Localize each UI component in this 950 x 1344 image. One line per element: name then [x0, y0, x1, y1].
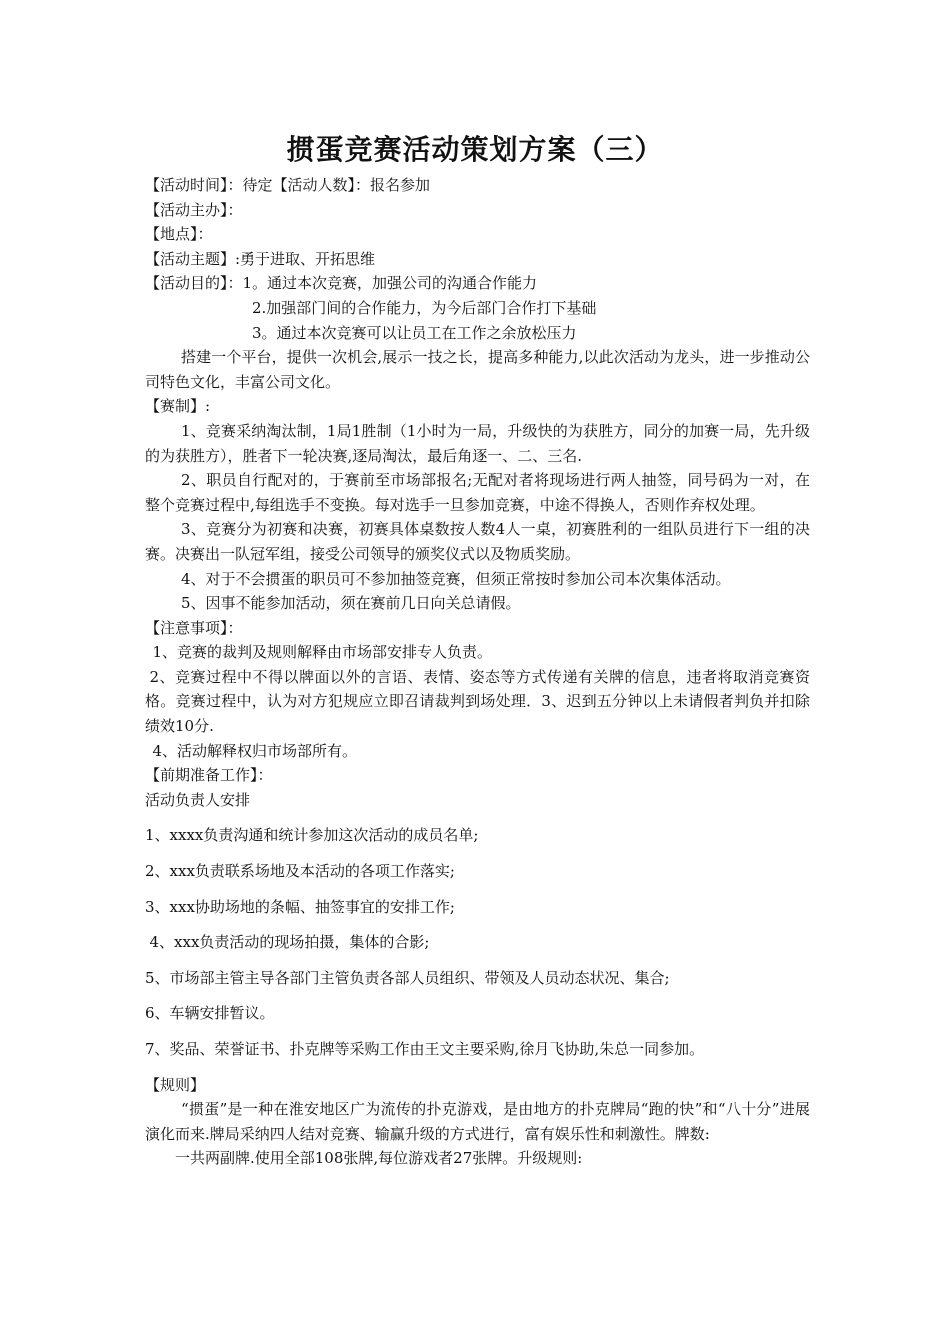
rule-4: 4、对于不会掼蛋的职员可不参加抽签竞赛，但须正常按时参加公司本次集体活动。 [181, 569, 731, 588]
activity-purpose-line: 【活动目的】：1。通过本次竞赛，加强公司的沟通合作能力 [145, 274, 538, 293]
game-rules-heading: 【规则】 [145, 1075, 206, 1094]
prep-heading: 【前期准备工作】： [145, 766, 273, 785]
note-4: 4、活动解释权归市场部所有。 [152, 741, 358, 760]
rule-1: 1、竞赛采纳淘汰制，1局1胜制（1小时为一局，升级快的为获胜方，同分的加赛一局，先升级的为获胜方），胜者下一轮决赛,逐局淘汰，最后角逐一、二、三名. [145, 421, 810, 465]
rule-3: 3、竞赛分为初赛和决赛，初赛具体桌数按人数4人一桌，初赛胜利的一组队员进行下一组的决赛。决赛出一队冠军组，接受公司领导的颁奖仪式以及物质奖励。 [145, 520, 810, 563]
card-count-line: 一共两副牌.使用全部108张牌,每位游戏者27张牌。升级规则: [175, 1149, 583, 1168]
platform-paragraph: 搭建一个平台，提供一次机会,展示一技之长，提高多种能力,以此次活动为龙头，进一步推动公司特色文化，丰富公司文化。 [145, 348, 810, 391]
activity-purpose-2: 2.加强部门间的合作能力，为今后部门合作打下基础 [252, 298, 597, 317]
activity-theme-line: 【活动主题】:勇于进取、开拓思维 [145, 249, 376, 268]
prep-item-5: 5、市场部主管主导各部门主管负责各部人员组织、带领及人员动态状况、集合; [145, 968, 670, 987]
document-body [145, 173, 810, 1171]
prep-item-2: 2、xxx负责联系场地及本活动的各项工作落实; [145, 862, 455, 881]
rule-2: 2、职员自行配对的，于赛前至市场部报名;无配对者将现场进行两人抽签，同号码为一对，在整个竞赛过程中,每组选手不变换。每对选手一旦参加竞赛，中途不得换人，否则作弃权处理。 [145, 471, 810, 514]
prep-subheading: 活动负责人安排 [145, 790, 251, 809]
rule-5: 5、因事不能参加活动，须在赛前几日向关总请假。 [181, 594, 521, 613]
activity-time-line: 【活动时间】：待定【活动人数】：报名参加 [145, 176, 431, 194]
note-1: 1、竞赛的裁判及规则解释由市场部安排专人负责。 [152, 643, 493, 662]
prep-item-1: 1、xxxx负责沟通和统计参加这次活动的成员名单; [145, 826, 479, 845]
notes-heading: 【注意事项】： [145, 618, 243, 637]
document-title: 掼蛋竞赛活动策划方案（三） [286, 133, 664, 166]
prep-item-4: 4、xxx负责活动的现场拍摄，集体的合影; [149, 933, 430, 952]
prep-item-7: 7、奖品、荣誉证书、扑克牌等采购工作由王文主要采购,徐月飞协助,朱总一同参加。 [145, 1040, 705, 1058]
note-2: 2、竞赛过程中不得以牌面以外的言语、表情、姿态等方式传递有关牌的信息，违者将取消竞赛资格。竞赛过程中，认为对方犯规应立即召请裁判到场处理．3、迟到五分钟以上未请假者判负并扣除绩效10分. [145, 667, 810, 736]
activity-purpose-3: 3。通过本次竞赛可以让员工在工作之余放松压力 [252, 323, 577, 342]
game-rules-paragraph: “掼蛋”是一种在淮安地区广为流传的扑克游戏，是由地方的扑克牌局“跑的快”和“八十分”进展演化而来.牌局采纳四人结对竞赛、输赢升级的方式进行，富有娱乐性和刺激性。牌数: [145, 1100, 810, 1143]
prep-item-6: 6、车辆安排暂议。 [145, 1004, 275, 1023]
activity-host-line: 【活动主办】： [145, 200, 243, 219]
prep-item-3: 3、xxx协助场地的条幅、抽签事宜的安排工作; [145, 897, 455, 916]
rules-heading: 【赛制】: [145, 397, 211, 416]
activity-place-line: 【地点】： [145, 225, 213, 244]
